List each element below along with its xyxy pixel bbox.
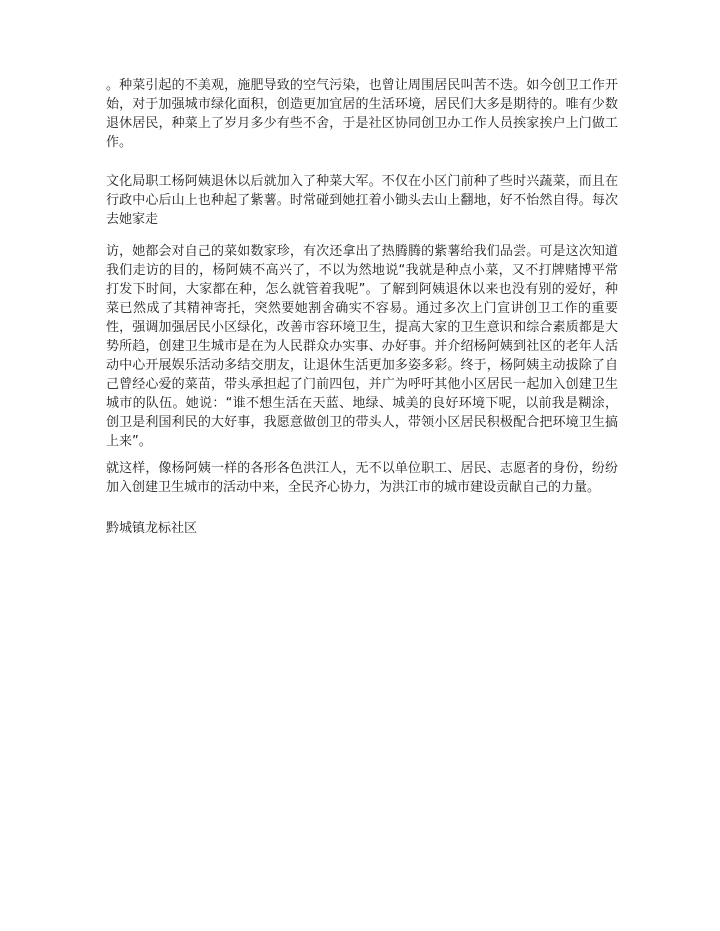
- paragraph-1: 。种菜引起的不美观，施肥导致的空气污染，也曾让周围居民叫苦不迭。如今创卫工作开始，对于加强城市绿化面积，创造更加宜居的生活环境，居民们大多是期待的。唯有少数退休居民，种菜上了岁月多少有些不舍，于是社区协同创卫办工作人员挨家挨户上门做工作。: [106, 78, 618, 150]
- paragraph-3: 访，她都会对自己的菜如数家珍，有次还拿出了热腾腾的紫薯给我们品尝。可是这次知道我们走访的目的，杨阿姨不高兴了，不以为然地说“我就是种点小菜，又不打牌赌博平常打发下时间，大家都在种，怎么就管着我呢”。了解到阿姨退休以来也没有别的爱好，种菜已然成了其精神寄托，突然要她割舍确实不容易。通过多次上门宣讲创卫工作的重要性，强调加强居民小区绿化，改善市容环境卫生，提高大家的卫生意识和综合素质都是大势所趋，创建卫生城市是在为人民群众办实事、办好事。并介绍杨阿姨到社区的老年人活动中心开展娱乐活动多结交朋友，让退休生活更加多姿多彩。终于，杨阿姨主动拔除了自己曾经心爱的菜苗，带头承担起了门前四包，并广为呼吁其他小区居民一起加入创建卫生城市的队伍。她说：“谁不想生活在天蓝、地绿、城美的良好环境下呢，以前我是糊涂，创卫是利国利民的大好事，我愿意做创卫的带头人，带领小区居民积极配合把环境卫生搞上来”。: [106, 244, 618, 449]
- paragraph-2: 文化局职工杨阿姨退休以后就加入了种菜大军。不仅在小区门前种了些时兴蔬菜，而且在行政中心后山上也种起了紫薯。时常碰到她扛着小锄头去山上翻地，好不怡然自得。每次去她家走: [106, 174, 618, 227]
- paragraph-4: 就这样，像杨阿姨一样的各形各色洪江人，无不以单位职工、居民、志愿者的身份，纷纷加入创建卫生城市的活动中来，全民齐心协力，为洪江市的城市建设贡献自己的力量。: [106, 461, 618, 495]
- signature-community: 黔城镇龙标社区: [106, 521, 198, 536]
